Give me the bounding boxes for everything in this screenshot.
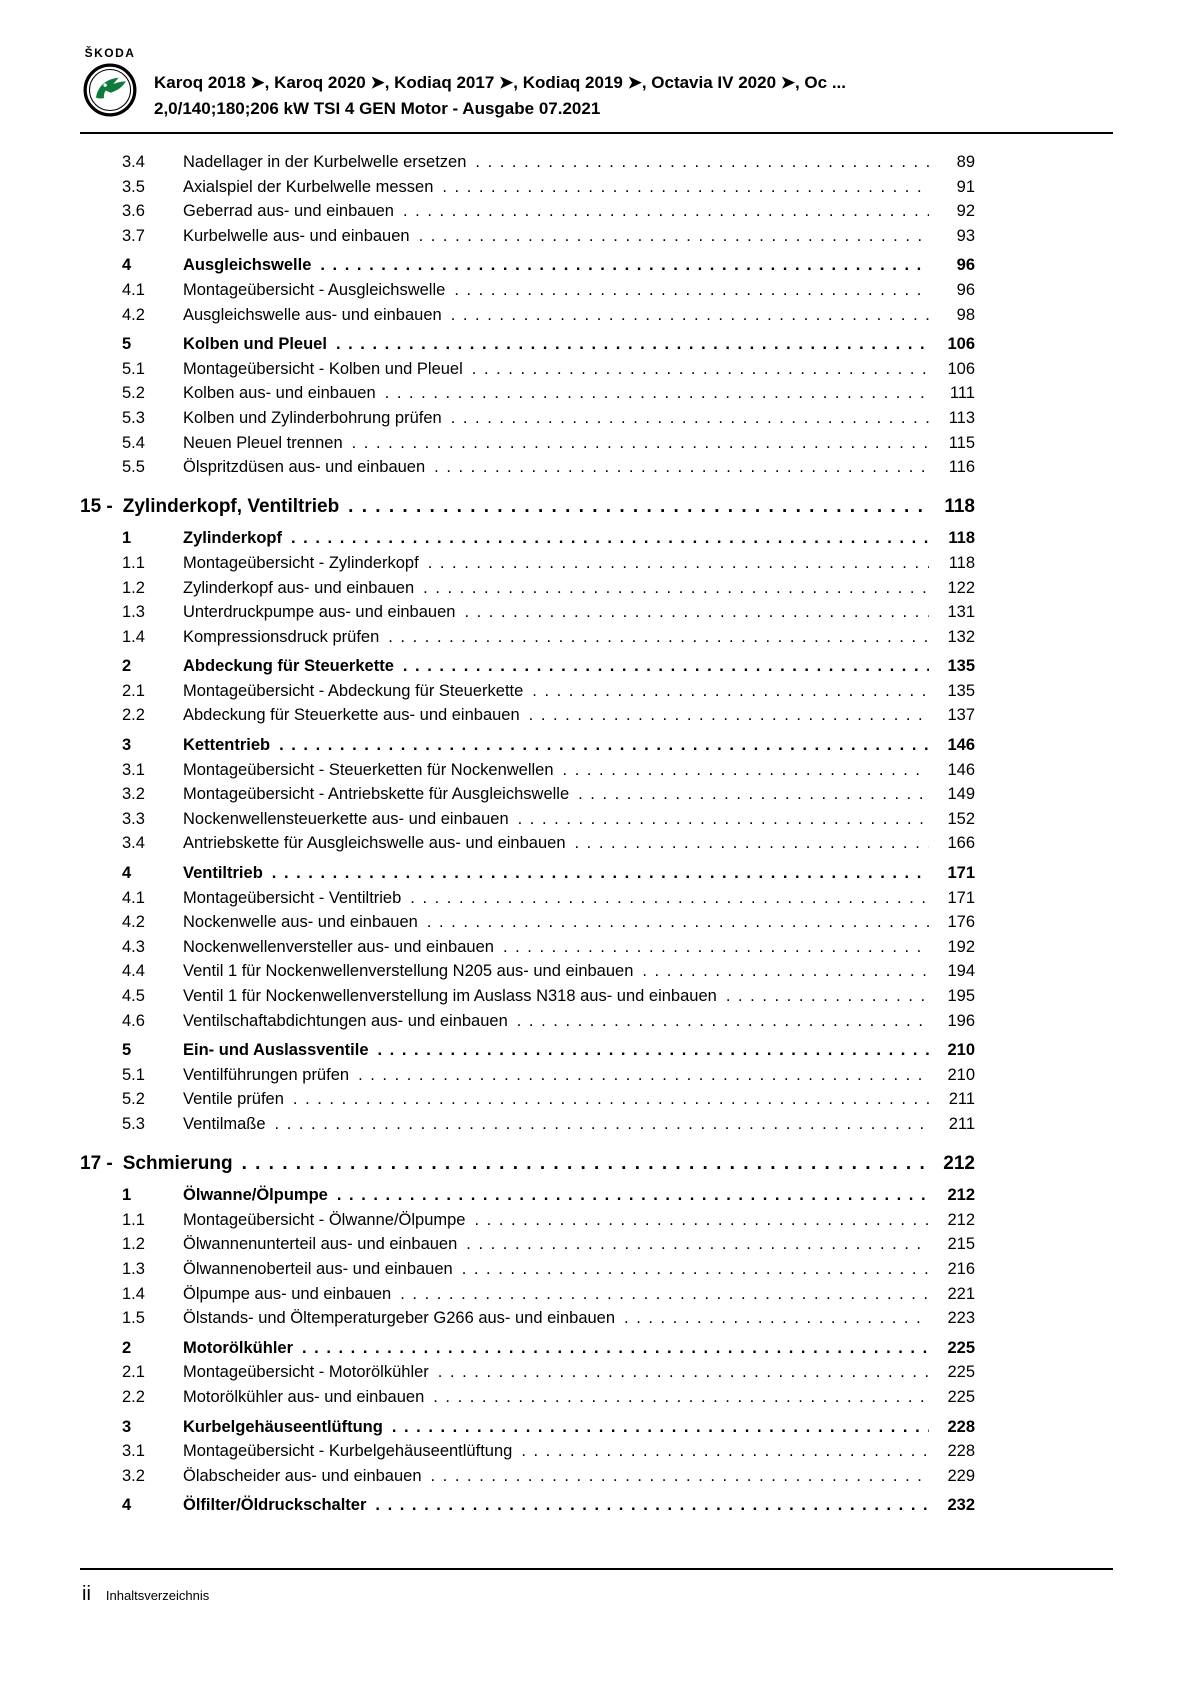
toc-row[interactable] bbox=[80, 1152, 975, 1177]
toc-entry-title: Montageübersicht - Abdeckung für Steuerkette bbox=[183, 681, 524, 700]
toc-row[interactable] bbox=[80, 1493, 975, 1518]
toc-row[interactable] bbox=[80, 861, 975, 886]
toc-entry-title: Nockenwelle aus- und einbauen bbox=[183, 913, 418, 932]
toc-entry-number: 2.1 bbox=[122, 1363, 145, 1382]
dot-leader bbox=[400, 1282, 929, 1307]
toc-entry-title: Ölwanne/Ölpumpe bbox=[183, 1186, 328, 1205]
toc-row[interactable] bbox=[80, 303, 975, 328]
toc-entry-title: Zylinderkopf aus- und einbauen bbox=[183, 578, 415, 597]
toc-entry-title: Ölabscheider aus- und einbauen bbox=[183, 1466, 422, 1485]
toc-entry-number: 15 - bbox=[80, 495, 113, 517]
toc-entry-title: Ölspritzdüsen aus- und einbauen bbox=[183, 458, 426, 477]
toc-row[interactable] bbox=[80, 600, 975, 625]
dot-leader bbox=[434, 455, 929, 480]
toc-entry-number: 5.3 bbox=[122, 408, 145, 427]
toc-entry-page: 225 bbox=[947, 1363, 975, 1382]
toc-entry-number: 1.3 bbox=[122, 603, 145, 622]
dot-leader bbox=[451, 303, 929, 328]
dot-leader bbox=[427, 910, 929, 935]
toc-entry-number: 2.1 bbox=[122, 681, 145, 700]
header bbox=[80, 46, 1113, 122]
toc-entry-title: Abdeckung für Steuerkette aus- und einbauen bbox=[183, 706, 520, 725]
toc-entry-number: 3.2 bbox=[122, 1466, 145, 1485]
toc-entry-number: 1.2 bbox=[122, 1235, 145, 1254]
toc-row[interactable] bbox=[80, 625, 975, 650]
dot-leader bbox=[517, 1009, 929, 1034]
dot-leader bbox=[438, 1360, 929, 1385]
toc-entry-title: Montageübersicht - Ölwanne/Ölpumpe bbox=[183, 1210, 466, 1229]
toc-entry-title: Kompressionsdruck prüfen bbox=[183, 627, 380, 646]
toc-row[interactable] bbox=[80, 782, 975, 807]
toc-entry-title: Schmierung bbox=[122, 1152, 233, 1174]
toc-row[interactable] bbox=[80, 959, 975, 984]
toc-entry-number: 5.4 bbox=[122, 433, 145, 452]
toc-row[interactable] bbox=[80, 1087, 975, 1112]
toc-entry-title: Kurbelgehäuseentlüftung bbox=[183, 1417, 383, 1436]
toc-entry-number: 3.1 bbox=[122, 760, 145, 779]
toc-row[interactable] bbox=[80, 1208, 975, 1233]
toc-entry-title: Abdeckung für Steuerkette bbox=[183, 657, 394, 676]
toc-entry-title: Kettentrieb bbox=[183, 736, 271, 755]
toc-entry-page: 229 bbox=[947, 1466, 975, 1485]
dot-leader bbox=[431, 1464, 929, 1489]
toc-entry-page: 166 bbox=[947, 834, 975, 853]
dot-leader bbox=[272, 861, 929, 886]
footer-label: Inhaltsverzeichnis bbox=[105, 1588, 210, 1603]
toc-entry-page: 171 bbox=[947, 864, 975, 883]
toc-row[interactable] bbox=[80, 1385, 975, 1410]
toc-row[interactable] bbox=[80, 278, 975, 303]
dot-leader bbox=[291, 526, 929, 551]
toc-row[interactable] bbox=[80, 1112, 975, 1137]
toc-entry-page: 194 bbox=[947, 962, 975, 981]
toc-row[interactable] bbox=[80, 1038, 975, 1063]
toc-entry-page: 98 bbox=[956, 305, 975, 324]
page-number: ii bbox=[82, 1583, 91, 1605]
toc-entry-title: Ventilschaftabdichtungen aus- und einbauen bbox=[183, 1011, 508, 1030]
toc-row[interactable] bbox=[80, 654, 975, 679]
toc-entry-number: 3.6 bbox=[122, 202, 145, 221]
toc-entry-title: Kolben und Zylinderbohrung prüfen bbox=[183, 408, 442, 427]
toc-row[interactable] bbox=[80, 253, 975, 278]
dot-leader bbox=[320, 253, 929, 278]
dot-leader bbox=[302, 1336, 929, 1361]
toc-entry-page: 210 bbox=[947, 1041, 975, 1060]
toc-row[interactable] bbox=[80, 807, 975, 832]
skoda-emblem-icon bbox=[83, 63, 137, 117]
toc-entry-page: 96 bbox=[956, 256, 975, 275]
toc-entry-page: 171 bbox=[947, 888, 975, 907]
toc-entry-title: Kolben und Pleuel bbox=[183, 335, 327, 354]
toc-entry-page: 135 bbox=[947, 657, 975, 676]
toc-entry-number: 5.5 bbox=[122, 458, 145, 477]
toc-entry-page: 91 bbox=[956, 177, 975, 196]
dot-leader bbox=[403, 199, 929, 224]
dot-leader bbox=[428, 551, 929, 576]
toc-entry-page: 232 bbox=[947, 1496, 975, 1515]
toc-entry-number: 5.1 bbox=[122, 359, 145, 378]
toc-entry-page: 215 bbox=[947, 1235, 975, 1254]
toc-entry-page: 228 bbox=[947, 1417, 975, 1436]
dot-leader bbox=[521, 1439, 929, 1464]
toc-row[interactable] bbox=[80, 1183, 975, 1208]
toc-row[interactable] bbox=[80, 175, 975, 200]
toc-row[interactable] bbox=[80, 1336, 975, 1361]
toc-entry-page: 106 bbox=[947, 359, 975, 378]
toc-entry-number: 1 bbox=[122, 529, 132, 548]
toc-entry-number: 2.2 bbox=[122, 1387, 145, 1406]
toc-entry-title: Montageübersicht - Antriebskette für Ausgleichswelle bbox=[183, 785, 570, 804]
dot-leader bbox=[472, 357, 929, 382]
toc-row[interactable] bbox=[80, 431, 975, 456]
toc-entry-number: 4.1 bbox=[122, 888, 145, 907]
toc-entry-page: 149 bbox=[947, 785, 975, 804]
dot-leader bbox=[454, 278, 929, 303]
dot-leader bbox=[388, 625, 929, 650]
dot-leader bbox=[352, 431, 929, 456]
toc-entry-title: Montageübersicht - Kolben und Pleuel bbox=[183, 359, 463, 378]
toc-row[interactable] bbox=[80, 1232, 975, 1257]
toc-entry-title: Nockenwellenversteller aus- und einbauen bbox=[183, 937, 494, 956]
dot-leader bbox=[336, 332, 929, 357]
toc-entry-title: Ölwannenoberteil aus- und einbauen bbox=[183, 1259, 453, 1278]
engine-edition: 2,0/140;180;206 kW TSI 4 GEN Motor - Ausgabe 07.2021 bbox=[154, 99, 601, 118]
toc-entry-number: 4.3 bbox=[122, 937, 145, 956]
dot-leader bbox=[385, 381, 929, 406]
skoda-logo-wordmark: ŠKODA bbox=[84, 46, 136, 60]
dot-leader bbox=[503, 935, 929, 960]
toc-entry-number: 4.6 bbox=[122, 1011, 145, 1030]
toc-row[interactable] bbox=[80, 495, 975, 520]
toc-entry-page: 96 bbox=[956, 280, 975, 299]
toc-entry-number: 3.1 bbox=[122, 1442, 145, 1461]
toc-row[interactable] bbox=[80, 1464, 975, 1489]
toc-entry-page: 89 bbox=[956, 153, 975, 171]
dot-leader bbox=[462, 1257, 929, 1282]
dot-leader bbox=[726, 984, 929, 1009]
toc-entry-title: Unterdruckpumpe aus- und einbauen bbox=[183, 603, 456, 622]
toc-entry-page: 137 bbox=[947, 706, 975, 725]
dot-leader bbox=[642, 959, 929, 984]
toc-entry-title: Ventilmaße bbox=[183, 1114, 266, 1133]
toc-row[interactable] bbox=[80, 1257, 975, 1282]
toc-entry-number: 5.1 bbox=[122, 1065, 145, 1084]
toc-entry-page: 146 bbox=[947, 736, 975, 755]
toc-entry-page: 228 bbox=[947, 1442, 975, 1461]
toc-entry-number: 2 bbox=[122, 657, 132, 676]
toc bbox=[80, 150, 1113, 1518]
toc-entry-title: Axialspiel der Kurbelwelle messen bbox=[183, 177, 434, 196]
toc-row[interactable] bbox=[80, 381, 975, 406]
toc-entry-title: Montageübersicht - Motorölkühler bbox=[183, 1363, 429, 1382]
dot-leader bbox=[518, 807, 929, 832]
toc-entry-page: 192 bbox=[947, 937, 975, 956]
dot-leader bbox=[375, 1493, 929, 1518]
toc-entry-number: 4.2 bbox=[122, 305, 145, 324]
toc-entry-page: 118 bbox=[944, 495, 975, 517]
toc-entry-title: Ölstands- und Öltemperaturgeber G266 aus- und einbauen bbox=[183, 1309, 616, 1328]
toc-row[interactable] bbox=[80, 910, 975, 935]
toc-row[interactable] bbox=[80, 406, 975, 431]
dot-leader bbox=[451, 406, 929, 431]
toc-entry-title: Montageübersicht - Zylinderkopf bbox=[183, 553, 419, 572]
toc-entry-title: Zylinderkopf, Ventiltrieb bbox=[122, 495, 340, 517]
toc-entry-page: 223 bbox=[947, 1309, 975, 1328]
dot-leader bbox=[403, 654, 929, 679]
toc-entry-number: 1 bbox=[122, 1186, 132, 1205]
toc-entry-page: 212 bbox=[947, 1210, 975, 1229]
dot-leader bbox=[433, 1385, 929, 1410]
toc-row[interactable] bbox=[80, 703, 975, 728]
toc-entry-page: 93 bbox=[956, 226, 975, 245]
toc-entry-title: Ventiltrieb bbox=[183, 864, 263, 883]
toc-entry-page: 212 bbox=[943, 1152, 975, 1174]
dot-leader bbox=[563, 758, 929, 783]
toc-entry-number: 3 bbox=[122, 1417, 132, 1436]
toc-entry-page: 92 bbox=[956, 202, 975, 221]
toc-entry-title: Ölwannenunterteil aus- und einbauen bbox=[183, 1235, 458, 1254]
toc-entry-number: 5 bbox=[122, 1041, 132, 1060]
toc-entry-number: 4.4 bbox=[122, 962, 145, 981]
footer-row bbox=[80, 1583, 1113, 1606]
dot-leader bbox=[575, 831, 930, 856]
toc-entry-title: Montageübersicht - Ventiltrieb bbox=[183, 888, 402, 907]
toc-entry-page: 113 bbox=[948, 408, 975, 427]
toc-row[interactable] bbox=[80, 332, 975, 357]
toc-entry-title: Geberrad aus- und einbauen bbox=[183, 202, 394, 221]
dot-leader bbox=[419, 224, 929, 249]
header-text bbox=[154, 46, 846, 122]
toc-entry-page: 195 bbox=[947, 987, 975, 1005]
toc-entry-title: Motorölkühler bbox=[183, 1338, 293, 1357]
toc-entry-number: 3.7 bbox=[122, 226, 145, 245]
toc-entry-page: 212 bbox=[947, 1186, 975, 1205]
toc-row[interactable] bbox=[80, 551, 975, 576]
toc-entry-title: Ein- und Auslassventile bbox=[183, 1041, 369, 1060]
toc-entry-number: 1.4 bbox=[122, 1284, 145, 1303]
dot-leader bbox=[242, 1152, 929, 1177]
dot-leader bbox=[624, 1306, 929, 1331]
toc-entry-title: Ölfilter/Öldruckschalter bbox=[183, 1496, 367, 1515]
toc-entry-page: 225 bbox=[947, 1338, 975, 1357]
dot-leader bbox=[358, 1063, 929, 1088]
toc-entry-title: Ausgleichswelle bbox=[183, 256, 312, 275]
toc-entry-page: 146 bbox=[947, 760, 975, 779]
toc-entry-number: 2 bbox=[122, 1338, 132, 1357]
toc-entry-title: Kurbelwelle aus- und einbauen bbox=[183, 226, 410, 245]
toc-entry-number: 1.2 bbox=[122, 578, 145, 597]
dot-leader bbox=[466, 1232, 929, 1257]
toc-row[interactable] bbox=[80, 758, 975, 783]
toc-row[interactable] bbox=[80, 831, 975, 856]
toc-entry-page: 216 bbox=[947, 1259, 975, 1278]
toc-row[interactable] bbox=[80, 886, 975, 911]
toc-entry-number: 3.5 bbox=[122, 177, 145, 196]
toc-entry-title: Montageübersicht - Ausgleichswelle bbox=[183, 280, 446, 299]
dot-leader bbox=[348, 495, 929, 520]
toc-row[interactable] bbox=[80, 1360, 975, 1385]
toc-entry-number: 5.2 bbox=[122, 384, 145, 403]
toc-entry-page: 122 bbox=[947, 578, 975, 597]
footer bbox=[80, 1568, 1113, 1606]
toc-entry-number: 3.4 bbox=[122, 834, 145, 853]
toc-entry-page: 118 bbox=[948, 529, 975, 548]
toc-row[interactable] bbox=[80, 1063, 975, 1088]
toc-row[interactable] bbox=[80, 984, 975, 1009]
dot-leader bbox=[464, 600, 929, 625]
toc-row[interactable] bbox=[80, 455, 975, 480]
toc-entry-title: Ventil 1 für Nockenwellenverstellung N205 aus- und einbauen bbox=[183, 962, 634, 981]
toc-entry-number: 5.2 bbox=[122, 1090, 145, 1109]
toc-entry-number: 3 bbox=[122, 736, 132, 755]
dot-leader bbox=[275, 1112, 929, 1137]
toc-entry-number: 1.4 bbox=[122, 627, 145, 646]
toc-entry-number: 3.3 bbox=[122, 809, 145, 828]
skoda-logo bbox=[80, 46, 140, 117]
toc-entry-number: 5 bbox=[122, 335, 132, 354]
toc-entry-page: 116 bbox=[948, 458, 975, 477]
toc-entry-title: Motorölkühler aus- und einbauen bbox=[183, 1387, 425, 1406]
toc-entry-page: 211 bbox=[948, 1114, 975, 1133]
toc-row[interactable] bbox=[80, 935, 975, 960]
dot-leader bbox=[410, 886, 929, 911]
toc-entry-title: Ausgleichswelle aus- und einbauen bbox=[183, 305, 442, 324]
toc-entry-title: Ventil 1 für Nockenwellenverstellung im Auslass N318 aus- und einbauen bbox=[183, 987, 717, 1005]
toc-entry-page: 221 bbox=[947, 1284, 975, 1303]
toc-entry-page: 176 bbox=[947, 913, 975, 932]
toc-row[interactable] bbox=[80, 224, 975, 249]
toc-entry-number: 17 - bbox=[80, 1152, 113, 1174]
toc-row[interactable] bbox=[80, 357, 975, 382]
toc-entry-number: 4.5 bbox=[122, 987, 145, 1005]
model-list: Karoq 2018 ➤, Karoq 2020 ➤, Kodiaq 2017 ➤, Kodiaq 2019 ➤, Octavia IV 2020 ➤, Oc ... bbox=[154, 73, 847, 92]
toc-entry-number: 2.2 bbox=[122, 706, 145, 725]
toc-entry-title: Ölpumpe aus- und einbauen bbox=[183, 1284, 392, 1303]
toc-row[interactable] bbox=[80, 679, 975, 704]
toc-entry-page: 135 bbox=[947, 681, 975, 700]
footer-divider bbox=[80, 1568, 1113, 1570]
toc-entry-page: 152 bbox=[947, 809, 975, 828]
dot-leader bbox=[279, 733, 929, 758]
toc-entry-number: 1.1 bbox=[122, 1210, 145, 1229]
toc-entry-page: 210 bbox=[947, 1065, 975, 1084]
toc-entry-page: 111 bbox=[949, 384, 975, 403]
toc-entry-page: 211 bbox=[948, 1090, 975, 1109]
dot-leader bbox=[578, 782, 929, 807]
toc-entry-page: 115 bbox=[948, 433, 975, 452]
toc-row[interactable] bbox=[80, 1415, 975, 1440]
toc-entry-number: 5.3 bbox=[122, 1114, 145, 1133]
toc-row[interactable] bbox=[80, 733, 975, 758]
toc-entry-page: 132 bbox=[947, 627, 975, 646]
header-divider bbox=[80, 132, 1113, 134]
toc-row[interactable] bbox=[80, 526, 975, 551]
toc-entry-number: 1.3 bbox=[122, 1259, 145, 1278]
toc-entry-number: 1.1 bbox=[122, 553, 145, 572]
toc-row[interactable] bbox=[80, 1306, 975, 1331]
toc-row[interactable] bbox=[80, 150, 975, 175]
toc-entry-number: 4.2 bbox=[122, 913, 145, 932]
dot-leader bbox=[474, 1208, 929, 1233]
dot-leader bbox=[442, 175, 929, 200]
toc-row[interactable] bbox=[80, 1009, 975, 1034]
toc-entry-number: 4.1 bbox=[122, 280, 145, 299]
toc-entry-number: 4 bbox=[122, 864, 132, 883]
toc-entry-title: Nadellager in der Kurbelwelle ersetzen bbox=[183, 153, 467, 171]
toc-entry-title: Ventilführungen prüfen bbox=[183, 1065, 350, 1084]
toc-entry-title: Neuen Pleuel trennen bbox=[183, 433, 343, 452]
toc-entry-page: 225 bbox=[947, 1387, 975, 1406]
toc-entry-title: Zylinderkopf bbox=[183, 529, 283, 548]
toc-entry-page: 106 bbox=[947, 335, 975, 354]
dot-leader bbox=[423, 576, 929, 601]
dot-leader bbox=[532, 679, 929, 704]
toc-entry-number: 1.5 bbox=[122, 1309, 145, 1328]
toc-row[interactable] bbox=[80, 1439, 975, 1464]
toc-entry-page: 118 bbox=[948, 553, 975, 572]
dot-leader bbox=[392, 1415, 929, 1440]
toc-entry-title: Montageübersicht - Kurbelgehäuseentlüftung bbox=[183, 1442, 513, 1461]
dot-leader bbox=[293, 1087, 929, 1112]
toc-entry-title: Nockenwellensteuerkette aus- und einbauen bbox=[183, 809, 509, 828]
toc-entry-title: Ventile prüfen bbox=[183, 1090, 284, 1109]
toc-entry-title: Antriebskette für Ausgleichswelle aus- und einbauen bbox=[183, 834, 566, 853]
toc-entry-title: Kolben aus- und einbauen bbox=[183, 384, 376, 403]
dot-leader bbox=[529, 703, 929, 728]
toc-entry-number: 4 bbox=[122, 256, 132, 275]
dot-leader bbox=[337, 1183, 929, 1208]
toc-entry-number: 3.2 bbox=[122, 785, 145, 804]
toc-entry-page: 196 bbox=[947, 1011, 975, 1030]
toc-entry-number: 3.4 bbox=[122, 153, 145, 171]
dot-leader bbox=[378, 1038, 929, 1063]
toc-row[interactable] bbox=[80, 576, 975, 601]
toc-row[interactable] bbox=[80, 199, 975, 224]
dot-leader bbox=[475, 150, 929, 175]
toc-row[interactable] bbox=[80, 1282, 975, 1307]
toc-entry-page: 131 bbox=[947, 603, 975, 622]
toc-entry-title: Montageübersicht - Steuerketten für Nockenwellen bbox=[183, 760, 554, 779]
toc-entry-number: 4 bbox=[122, 1496, 132, 1515]
